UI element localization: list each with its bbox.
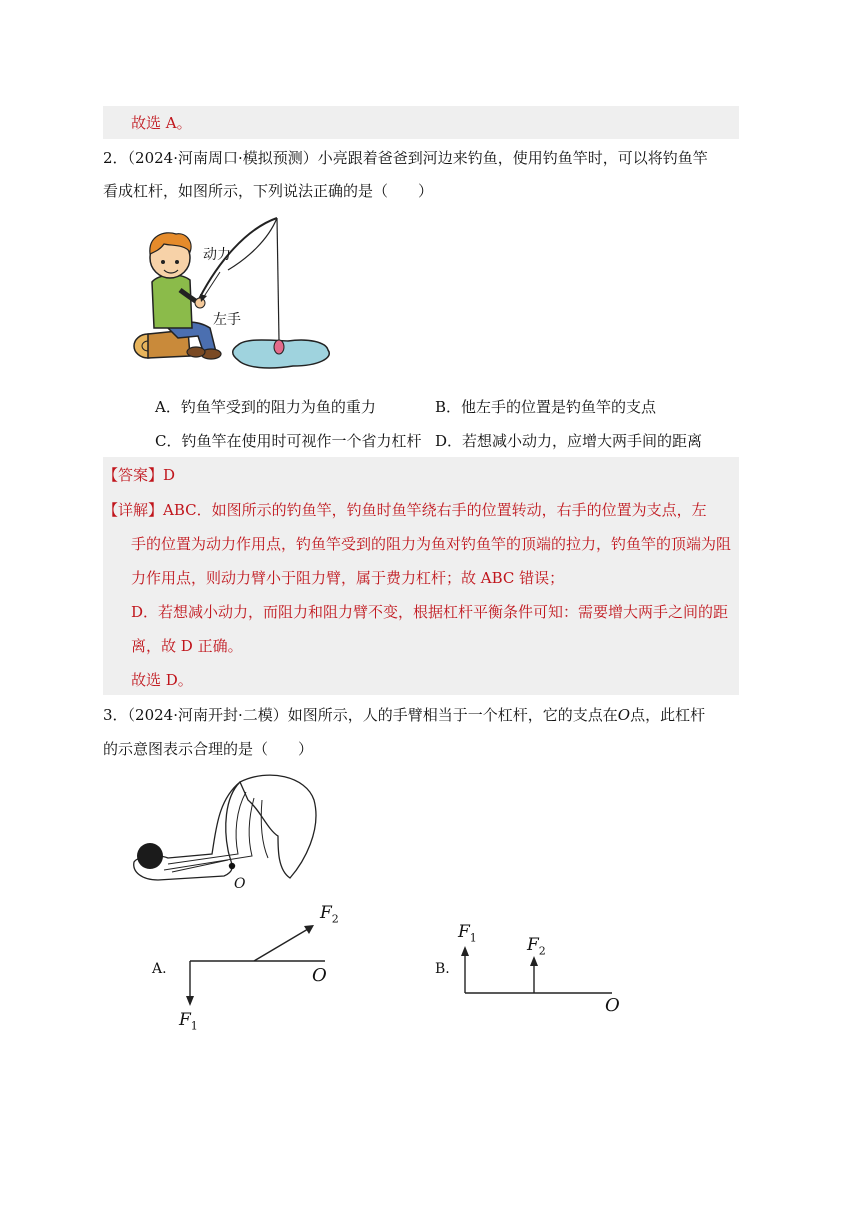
q3-option-b-f1	[458, 922, 477, 944]
q2-detail-line1	[103, 500, 707, 520]
q3-option-b-letter: B.	[435, 961, 450, 977]
q3-option-b-f2-symbol: F	[527, 935, 539, 955]
q3-stem-point: O	[617, 706, 631, 724]
q2-option-b: B．他左手的位置是钓鱼竿的支点	[435, 398, 657, 416]
q3-arm-figure	[128, 770, 328, 895]
q2-detail-line2: 手的位置为动力作用点，钓鱼竿受到的阻力为鱼对钓鱼竿的顶端的拉力，钓鱼竿的顶端为阻	[131, 535, 732, 553]
q2-option-d: D．若想减小动力，应增大两手间的距离	[435, 432, 703, 450]
q3-stem-line1	[103, 705, 705, 725]
q2-detail-line5: 离，故 D 正确。	[131, 637, 243, 655]
q2-detail-label: 【详解】	[103, 501, 164, 519]
q3-stem-text: 3．（2024·河南开封·二模）如图所示，人的手臂相当于一个杠杆，它的支点在	[103, 706, 618, 724]
q3-option-a-f2-symbol: F	[320, 903, 332, 923]
q2-option-c: C．钓鱼竿在使用时可视作一个省力杠杆	[155, 432, 422, 450]
q1-conclusion: 故选 A。	[131, 114, 192, 132]
q3-option-b-o: O	[605, 995, 620, 1016]
q3-option-b-f2-sub: 2	[538, 944, 546, 958]
q3-option-a-f1	[179, 1010, 198, 1032]
q2-answer-value: D	[163, 466, 176, 484]
q2-stem-line2: 看成杠杆，如图所示，下列说法正确的是（ ）	[103, 182, 434, 200]
q2-answer-label: 【答案】	[103, 466, 164, 484]
q3-option-b-f2	[527, 935, 546, 957]
q2-label-force: 动力	[203, 247, 231, 263]
q3-option-a-o: O	[312, 965, 327, 986]
q3-stem-line2: 的示意图表示合理的是（ ）	[103, 740, 314, 758]
q3-option-a-letter: A.	[152, 961, 167, 977]
q3-option-b-f1-symbol: F	[458, 922, 470, 942]
q1-conclusion-block	[103, 106, 739, 139]
q2-option-a: A．钓鱼竿受到的阻力为鱼的重力	[155, 398, 376, 416]
q2-stem-line1: 2．（2024·河南周口·模拟预测）小亮跟着爸爸到河边来钓鱼，使用钓鱼竿时，可以将钓鱼竿	[103, 149, 708, 167]
q2-detail-text1: ABC．如图所示的钓鱼竿，钓鱼时鱼竿绕右手的位置转动，右手的位置为支点，左	[163, 501, 707, 519]
q3-option-a-f2	[320, 903, 339, 925]
q3-option-a-f1-symbol: F	[179, 1010, 191, 1030]
q2-conclusion: 故选 D。	[131, 671, 193, 689]
q3-option-b-f1-sub: 1	[469, 931, 477, 945]
q2-detail-line4: D．若想减小动力，而阻力和阻力臂不变，根据杠杆平衡条件可知：需要增大两手之间的距	[131, 603, 729, 621]
q2-detail-line3: 力作用点，则动力臂小于阻力臂，属于费力杠杆；故 ABC 错误；	[131, 569, 565, 587]
q3-option-a-f2-sub: 2	[331, 912, 339, 926]
q2-fishing-figure	[128, 210, 338, 375]
q3-option-a-f1-sub: 1	[190, 1019, 198, 1033]
q2-answer	[103, 465, 176, 485]
q3-stem-tail: 点，此杠杆	[630, 706, 706, 724]
q2-label-hand: 左手	[213, 312, 241, 328]
q3-arm-label-o: O	[234, 876, 246, 892]
